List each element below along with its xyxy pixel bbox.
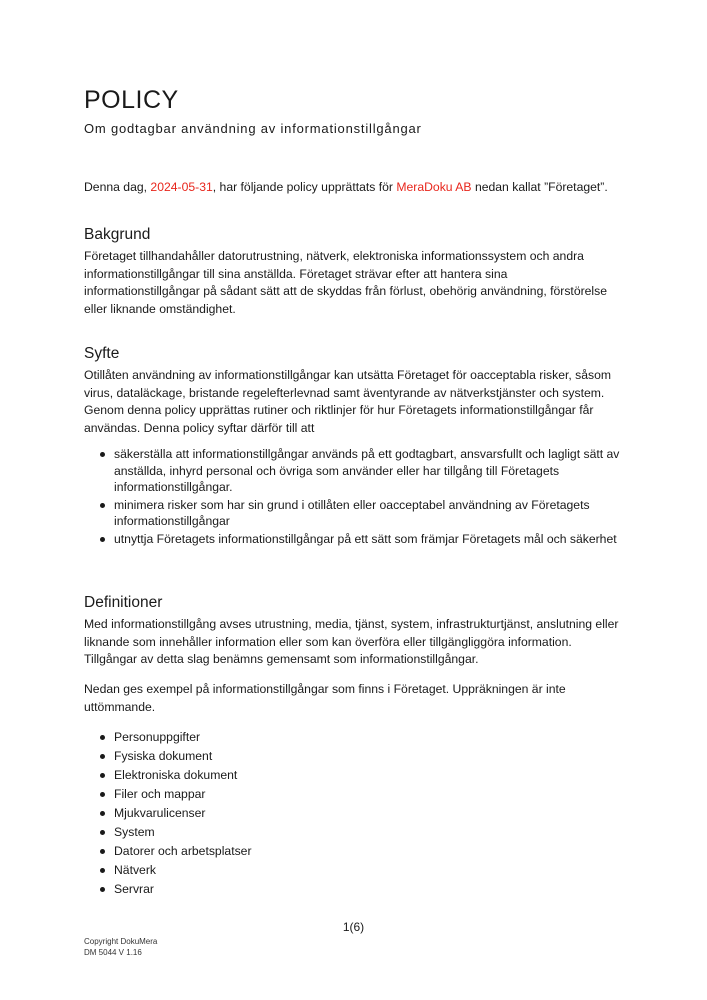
list-item: Fysiska dokument: [114, 747, 384, 766]
list-item: Personuppgifter: [114, 728, 384, 747]
intro-middle: , har följande policy upprättats för: [212, 180, 397, 194]
page-number: 1(6): [342, 920, 365, 934]
syfte-bullet-list: [84, 446, 624, 548]
list-item: Mjukvarulicenser: [114, 804, 384, 823]
paragraph-definitioner-1: Med informationstillgång avses utrustning, media, tjänst, system, infrastrukturtjänst, anslutning eller liknande som innehåller information eller som kan överföra eller tillgängliggöra information. Tillgångar av detta slag benämns gemensamt som informationstillgångar.: [84, 617, 619, 667]
list-item: minimera risker som har sin grund i otillåten eller oacceptabel användning av Företagets informationstillgångar: [114, 497, 624, 530]
list-item: Nätverk: [114, 861, 384, 880]
footer-copyright: Copyright DokuMera: [84, 937, 158, 946]
heading-bakgrund: Bakgrund: [84, 226, 151, 243]
document-title: POLICY: [84, 86, 179, 114]
company-name: MeraDoku AB: [396, 180, 472, 194]
intro-suffix: nedan kallat ”Företaget”.: [471, 180, 608, 194]
intro-prefix: Denna dag,: [84, 180, 151, 194]
list-item: Servrar: [114, 880, 384, 899]
list-item: säkerställa att informationstillgångar används på ett godtagbart, ansvarsfullt och lagligt sätt av anställda, inhyrd personal och övriga som använder eller har tillgång till Företagets informationstillgångar.: [114, 446, 624, 496]
footer: [84, 936, 157, 958]
paragraph-bakgrund: Företaget tillhandahåller datorutrustning, nätverk, elektroniska informationssystem och andra informationstillgångar till sina anställda. Företaget strävar efter att hantera sina informationstillgångar på sådant sätt att de skyddas från förlust, obehörig användning, förstörelse eller liknande omständighet.: [84, 249, 608, 316]
document-subtitle: Om godtagbar användning av informationstillgångar: [84, 121, 422, 136]
policy-date: 2024-05-31: [150, 180, 213, 194]
list-item: Datorer och arbetsplatser: [114, 842, 384, 861]
intro-paragraph: [84, 180, 608, 194]
list-item: utnyttja Företagets informationstillgångar på ett sätt som främjar Företagets mål och säkerhet: [114, 531, 624, 548]
paragraph-syfte: Otillåten användning av informationstillgångar kan utsätta Företaget för oacceptabla risker, såsom virus, dataläckage, bristande regelefterlevnad samt äventyrande av nätverkstjänster och system. Genom denna policy upprättas rutiner och riktlinjer för hur Företagets informationstillgångar får användas. Denna policy syftar därför till att: [84, 368, 612, 435]
footer-doc-id: DM 5044 V 1.16: [84, 948, 142, 957]
paragraph-definitioner-2: Nedan ges exempel på informationstillgångar som finns i Företaget. Uppräkningen är inte uttömmande.: [84, 682, 566, 714]
list-item: System: [114, 823, 384, 842]
list-item: Elektroniska dokument: [114, 766, 384, 785]
asset-list: [84, 728, 384, 899]
heading-syfte: Syfte: [84, 345, 120, 362]
heading-definitioner: Definitioner: [84, 594, 163, 611]
list-item: Filer och mappar: [114, 785, 384, 804]
